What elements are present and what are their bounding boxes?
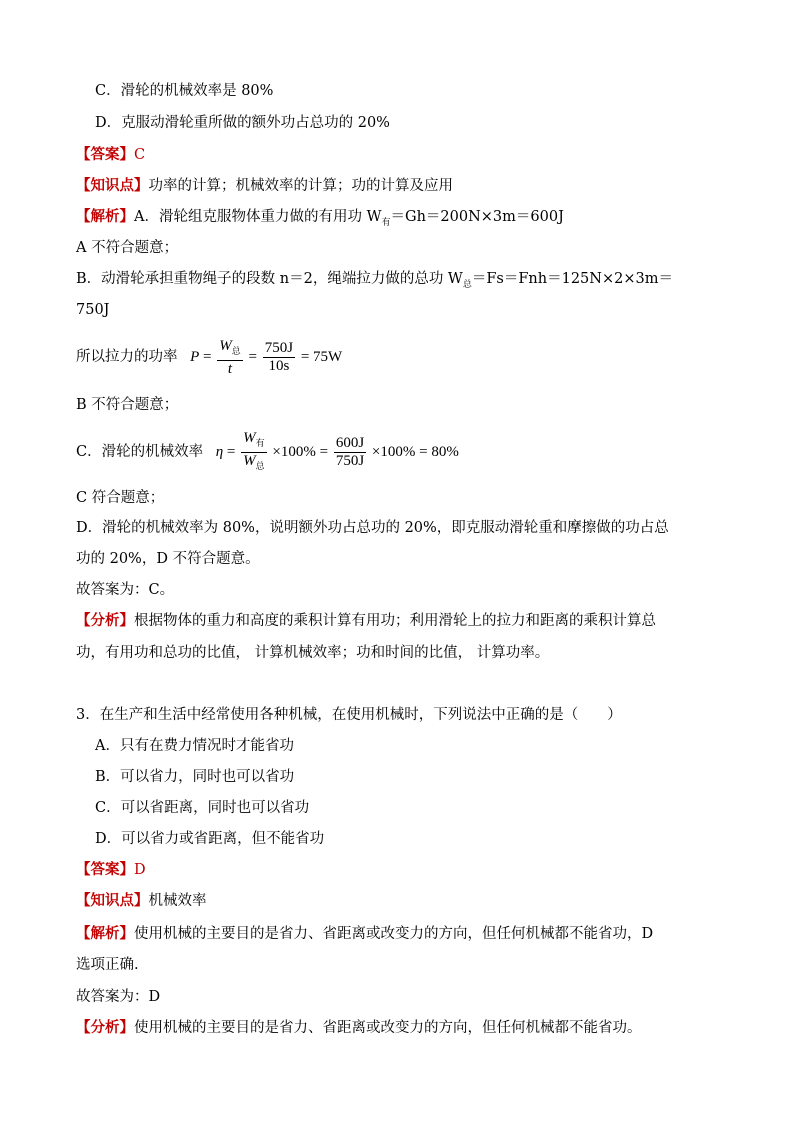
power-label: 所以拉力的功率 (76, 349, 178, 365)
denominator: 750J (335, 453, 365, 469)
t-symbol: t (227, 360, 233, 377)
q3-option-d: D．可以省力或省距离，但不能省功 (95, 831, 325, 847)
knowledge-tag: 【知识点】 (76, 177, 149, 194)
efficiency-result: ×100% = 80% (371, 443, 459, 460)
w-subscript: 总 (231, 345, 241, 356)
knowledge-text: 机械效率 (148, 893, 207, 909)
d-line-2: 功的 20%，D 不符合题意。 (76, 551, 260, 567)
fraction-wyou-over-wzong (241, 430, 267, 475)
c-verdict: C 符合题意； (76, 490, 165, 506)
answer-tag: 【答案】 (76, 146, 134, 163)
q3-knowledge-row (76, 891, 207, 911)
knowledge-tag: 【知识点】 (76, 892, 149, 909)
analysis-tag: 【解析】 (76, 208, 134, 225)
b-line-1 (76, 269, 673, 295)
analysis-a-text: A．滑轮组克服物体重力做的有用功 W (134, 209, 382, 225)
fraction-750-over-10 (263, 340, 295, 375)
answer-tag: 【答案】 (76, 861, 134, 878)
w-subscript: 有 (255, 438, 265, 448)
equals-sign: = (203, 349, 212, 365)
power-result: = 75W (300, 349, 343, 365)
q3-answer-row (76, 860, 146, 880)
q3-option-a: A．只有在费力情况时才能省功 (95, 738, 294, 754)
fenxi-line-2: 功，有用功和总功的比值， 计算机械效率；功和时间的比值， 计算功率。 (76, 645, 550, 661)
analysis-a-result: ＝Gh＝200N×3m＝600J (390, 209, 564, 225)
w-subscript: 总 (255, 461, 265, 471)
subscript-you: 有 (381, 218, 391, 228)
fenxi-tag: 【分析】 (76, 1019, 134, 1036)
a-verdict: A 不符合题意； (76, 240, 179, 256)
q2-knowledge-row (76, 176, 453, 196)
fenxi-text: 使用机械的主要目的是省力、省距离或改变力的方向，但任何机械都不能省功。 (134, 1020, 642, 1036)
q2-option-c: C．滑轮的机械效率是 80% (95, 83, 274, 99)
efficiency-label: C．滑轮的机械效率 (76, 443, 204, 460)
power-row (76, 337, 342, 378)
q3-conclusion: 故答案为：D (76, 989, 161, 1005)
q2-fenxi-row (76, 611, 656, 631)
q3-analysis-line-2: 选项正确. (76, 957, 139, 973)
q2-answer-row (76, 145, 145, 165)
power-symbol: P (190, 349, 200, 365)
answer-value: C (134, 147, 146, 163)
b-verdict: B 不符合题意； (76, 397, 179, 413)
answer-value: D (134, 862, 146, 878)
q3-option-b: B．可以省力，同时也可以省功 (95, 769, 295, 785)
q3-option-c: C．可以省距离，同时也可以省功 (95, 800, 310, 816)
efficiency-row (76, 430, 459, 475)
multiply-percent: ×100% = (272, 443, 329, 460)
power-formula (190, 337, 343, 377)
fraction-w-over-t (217, 338, 243, 378)
b-line-1-result: ＝Fs＝Fnh＝125N×2×3m＝ (471, 271, 673, 287)
q3-stem: 3．在生产和生活中经常使用各种机械，在使用机械时，下列说法中正确的是（ ） (76, 707, 622, 723)
subscript-zong: 总 (462, 280, 472, 290)
fenxi-tag: 【分析】 (76, 612, 134, 629)
fenxi-line-1: 根据物体的重力和高度的乘积计算有用功；利用滑轮上的拉力和距离的乘积计算总 (134, 613, 656, 629)
eta-symbol: η (215, 443, 224, 460)
analysis-line-1: 使用机械的主要目的是省力、省距离或改变力的方向，但任何机械都不能省功，D (134, 926, 654, 942)
numerator: 750J (264, 340, 294, 357)
w-symbol: W (243, 430, 256, 446)
w-symbol: W (243, 453, 256, 469)
q3-analysis-row (76, 924, 653, 944)
analysis-tag: 【解析】 (76, 925, 134, 942)
knowledge-text: 功率的计算；机械效率的计算；功的计算及应用 (148, 178, 453, 194)
efficiency-formula (215, 430, 459, 471)
equals-sign: = (248, 349, 257, 365)
numerator: 600J (335, 435, 365, 451)
b-line-1-text: B．动滑轮承担重物绳子的段数 n＝2，绳端拉力做的总功 W (76, 271, 463, 287)
d-line-1: D．滑轮的机械效率为 80%，说明额外功占总功的 20%，即克服动滑轮重和摩擦做的功占总 (76, 520, 669, 536)
w-symbol: W (219, 337, 232, 354)
denominator: 10s (268, 358, 290, 375)
fraction-600-over-750 (334, 435, 366, 470)
q2-analysis-a (76, 207, 564, 233)
q2-conclusion: 故答案为：C。 (76, 582, 175, 598)
equals-sign: = (226, 443, 236, 460)
q3-fenxi-row (76, 1018, 642, 1038)
b-line-2: 750J (76, 302, 110, 318)
q2-option-d: D．克服动滑轮重所做的额外功占总功的 20% (95, 115, 390, 131)
